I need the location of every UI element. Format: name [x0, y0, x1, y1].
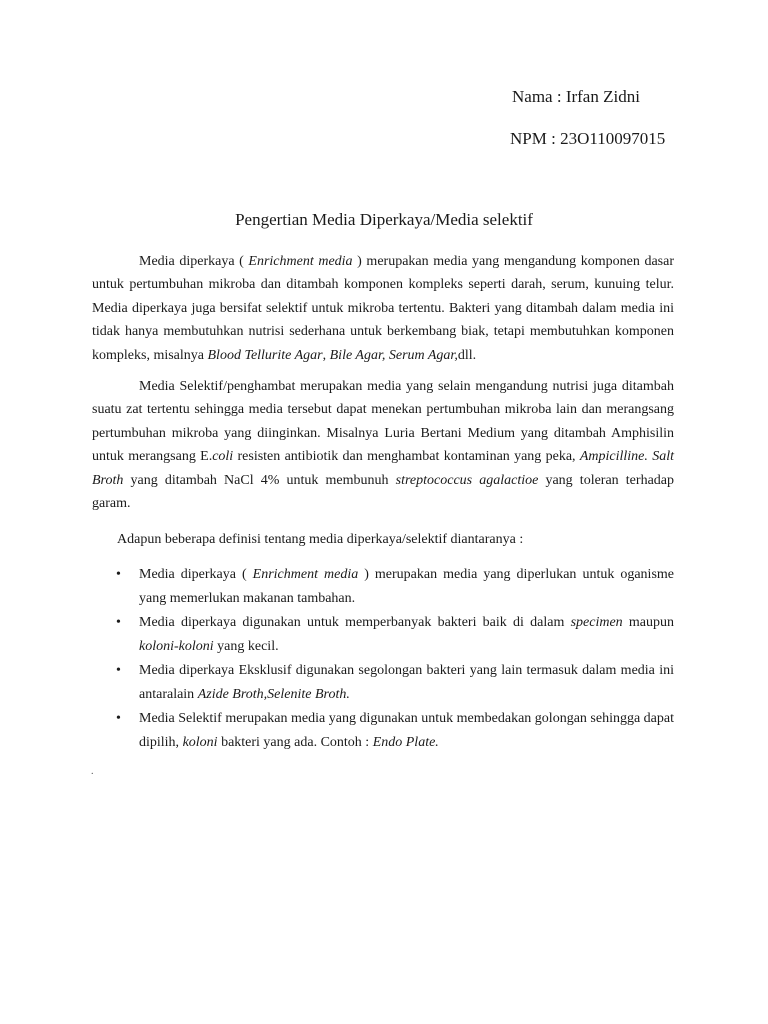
- list-item-italic-term: Azide Broth,Selenite Broth.: [197, 686, 350, 702]
- list-item: [0, 707, 768, 754]
- paragraph-text: dll.: [457, 347, 477, 363]
- paragraph-italic-term: Ampicilline. Salt Broth: [92, 449, 674, 488]
- bullet-icon: •: [116, 567, 121, 582]
- list-item-text: maupun: [622, 615, 674, 630]
- bullet-icon: •: [116, 615, 121, 630]
- list-item-text: yang kecil.: [213, 638, 279, 654]
- list-item-italic-term: Enrichment media: [252, 567, 359, 582]
- paragraph-text: yang toleran terhadap garam.: [92, 472, 674, 512]
- list-item: [0, 563, 768, 610]
- paragraph-italic-term: Bile Agar, Serum Agar,: [329, 347, 458, 363]
- paragraph-text: yang ditambah NaCl 4% untuk membunuh: [123, 472, 396, 488]
- list-item: [0, 659, 768, 706]
- list-intro: Adapun beberapa definisi tentang media diperkaya/selektif diantaranya :: [117, 532, 524, 547]
- document-title: Pengertian Media Diperkaya/Media selektif: [235, 210, 533, 229]
- list-item-italic-term: koloni-koloni: [139, 638, 214, 654]
- paragraph-text: Media Selektif/penghambat merupakan media yang selain mengandung nutrisi juga ditambah suatu zat tertentu sehingga media tersebut dapat menekan pertumbuhan mikroba lain dan merangsang pertumbuhan mikroba yang diinginkan. Misalnya Luria Bertani Medium yang ditambah Amphisilin untuk merangsang E.: [92, 379, 674, 465]
- list-item-text: Media Selektif merupakan media yang digunakan untuk membedakan golongan sehingga dapat dipilih,: [139, 711, 674, 750]
- student-npm: NPM : 23O110097015: [510, 129, 666, 148]
- paragraph-text: resisten antibiotik dan menghambat kontaminan yang peka,: [233, 449, 580, 465]
- paragraph-text: Media diperkaya (: [139, 254, 249, 269]
- list-item-text: Media diperkaya (: [139, 567, 253, 582]
- list-item-text: Media diperkaya Eksklusif digunakan segolongan bakteri yang lain termasuk dalam media ini antaralain: [139, 663, 674, 702]
- paragraph-italic-term: coli: [212, 449, 234, 465]
- paragraph-enrichment-media: [92, 250, 674, 367]
- student-name: Nama : Irfan Zidni: [512, 87, 640, 106]
- paragraph-italic-term: Enrichment media: [248, 254, 353, 269]
- list-item-text: Media diperkaya digunakan untuk memperbanyak bakteri baik di dalam: [139, 615, 571, 630]
- list-item-italic-term: specimen: [570, 615, 623, 630]
- paragraph-italic-term: Blood Tellurite Agar: [207, 347, 323, 363]
- list-item: [0, 611, 768, 658]
- paragraph-text: ,: [322, 347, 330, 363]
- bullet-icon: •: [116, 663, 121, 678]
- paragraph-selective-media: [92, 375, 674, 515]
- paragraph-italic-term: streptococcus agalactioe: [395, 472, 539, 488]
- definition-list: [0, 563, 768, 754]
- stray-mark: .: [91, 766, 94, 777]
- list-item-text: ) merupakan media yang diperlukan untuk oganisme yang memerlukan makanan tambahan.: [139, 567, 674, 606]
- list-item-italic-term: koloni: [182, 734, 218, 750]
- bullet-icon: •: [116, 711, 121, 726]
- paragraph-text: ) merupakan media yang mengandung komponen dasar untuk pertumbuhan mikroba dan ditambah komponen kompleks seperti darah, serum, kunuing telur. Media diperkaya juga bersifat selektif untuk mikroba tertentu. Bakteri yang ditambah dalam media ini tidak hanya membutuhkan nutrisi sederhana untuk berkembang biak, tetapi membutuhkan komponen kompleks, misalnya: [92, 254, 674, 363]
- list-item-text: bakteri yang ada. Contoh :: [217, 734, 373, 750]
- list-item-italic-term: Endo Plate.: [372, 734, 439, 750]
